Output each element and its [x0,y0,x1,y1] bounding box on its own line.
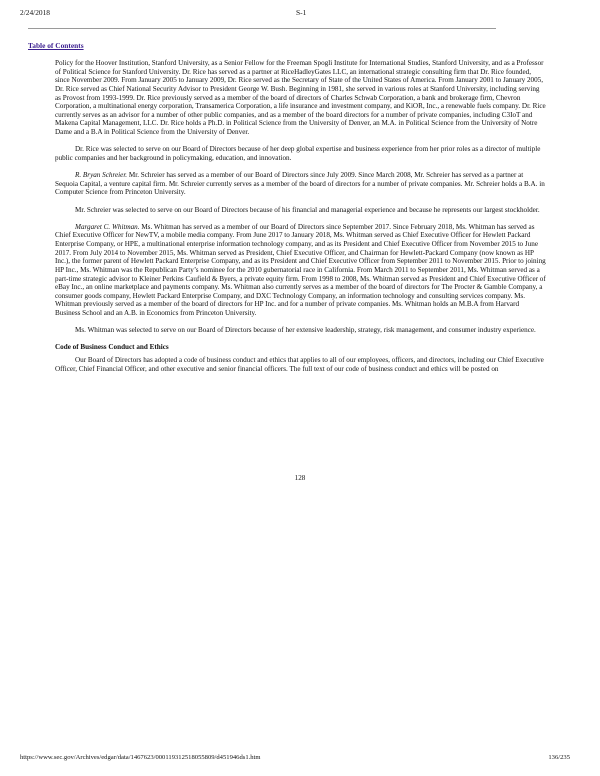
page-number: 128 [294,474,306,482]
schreier-bio-paragraph [55,171,546,197]
rice-selection-paragraph: Dr. Rice was selected to serve on our Board of Directors because of her deep global expertise and business experience from her prior roles as a director of multiple public companies and her background in policymaking, education, and innovation. [55,145,541,162]
schreier-selection-paragraph: Mr. Schreier was selected to serve on our Board of Directors because of his financial and managerial experience and because he represents our largest stockholder. [75,205,540,214]
print-title: S-1 [296,8,307,17]
source-url: https://www.sec.gov/Archives/edgar/data/1467623/000119312518055809/d451946ds1.htm [20,754,261,761]
whitman-bio-paragraph [55,223,546,318]
whitman-selection-paragraph: Ms. Whitman was selected to serve on our Board of Directors because of her extensive leadership, strategy, risk management, and consumer industry experience. [75,326,536,335]
schreier-bio-text: Mr. Schreier has served as a member of our Board of Directors since July 2009. Since March 2008, Mr. Schreier has served as a partner at Sequoia Capital, a venture capital firm. Mr. Schreier currently serves as a member of the board of directors for a number of private companies. Mr. Schreier holds a B.A. in Computer Science from Princeton University. [55,171,545,197]
header-divider [28,28,496,29]
ethics-heading: Code of Business Conduct and Ethics [55,343,169,352]
print-page-counter: 136/235 [548,754,570,761]
schreier-name: R. Bryan Schreier. [75,171,128,180]
print-header [20,8,580,18]
rice-bio-paragraph: Policy for the Hoover Institution, Stanford University, as a Senior Fellow for the Freeman Spogli Institute for International Studies, Stanford University, and as a Professor of Political Science for Stanford University. Dr. Rice has served as a partner at RiceHadleyGates LLC, an international strategic consulting firm that Dr. Rice founded, since November 2009. From January 2005 to January 2009, Dr. Rice served as the Secretary of State of the United States of America. From January 2001 to January 2005, Dr. Rice served as Chief National Security Advisor to President George W. Bush. Beginning in 1981, she served in various roles at Stanford University, including serving as Provost from 1993-1999. Dr. Rice previously served as a member of the board of directors of Charles Schwab Corporation, a bank and brokerage firm, Chevron Corporation, a multinational energy corporation, Transamerica Corporation, a life insurance and investment company, and KiOR, Inc., a renewable fuels company. Dr. Rice currently serves as an advisor for a number of other public companies, and as a member of the board directors for a number of private companies, including C3IoT and Makena Capital Management, LLC. Dr. Rice holds a Ph.D. in Political Science from the University of Denver, an M.A. in Political Science from the University of Notre Dame and a B.A in Political Science from the University of Denver. [55,59,546,136]
whitman-name: Margaret C. Whitman. [75,222,140,231]
document-body [55,59,546,382]
whitman-bio-text: Ms. Whitman has served as a member of our Board of Directors since September 2017. Since February 2018, Ms. Whitman has served as Chief Executive Officer for NewTV, a mobile media company. From June 2017 to January 2018, Ms. Whitman served as Chief Executive Officer for Hewlett Packard Enterprise Company, or HPE, a multinational enterprise information technology company, and as its President and Chief Executive Officer from November 2015 to June 2017. From July 2014 to November 2015, Ms. Whitman served as President, Chief Executive Officer, and Chairman for Hewlett-Packard Company (now known as HP Inc.), the former parent of Hewlett Packard Enterprise Company, and as its President and Chief Executive Officer from September 2011 to November 2015. Prior to joining HP Inc., Ms. Whitman was the Republican Party’s nominee for the 2010 gubernatorial race in California. From March 2011 to September 2011, Ms. Whitman served as a part-time strategic advisor to Kleiner Perkins Caufield & Byers, a private equity firm. From 1998 to 2008, Ms. Whitman served as President and Chief Executive Officer of eBay Inc., an online marketplace and payments company. Ms. Whitman also currently serves as a member of the board of directors for The Procter & Gamble Company, a consumer goods company, Hewlett Packard Enterprise Company, and DXC Technology Company, an information technology and consulting services company. Ms. Whitman previously served as a member of the board of directors for HP Inc. and for a number of private companies. Ms. Whitman holds an M.B.A from Harvard Business School and an A.B. in Economics from Princeton University. [55,222,546,317]
ethics-paragraph: Our Board of Directors has adopted a code of business conduct and ethics that applies to all of our employees, officers, and directors, including our Chief Executive Officer, Chief Financial Officer, and other executive and senior financial officers. The full text of our code of business conduct and ethics will be posted on [55,356,544,373]
table-of-contents-link[interactable]: Table of Contents [28,41,84,50]
print-date: 2/24/2018 [20,8,50,17]
